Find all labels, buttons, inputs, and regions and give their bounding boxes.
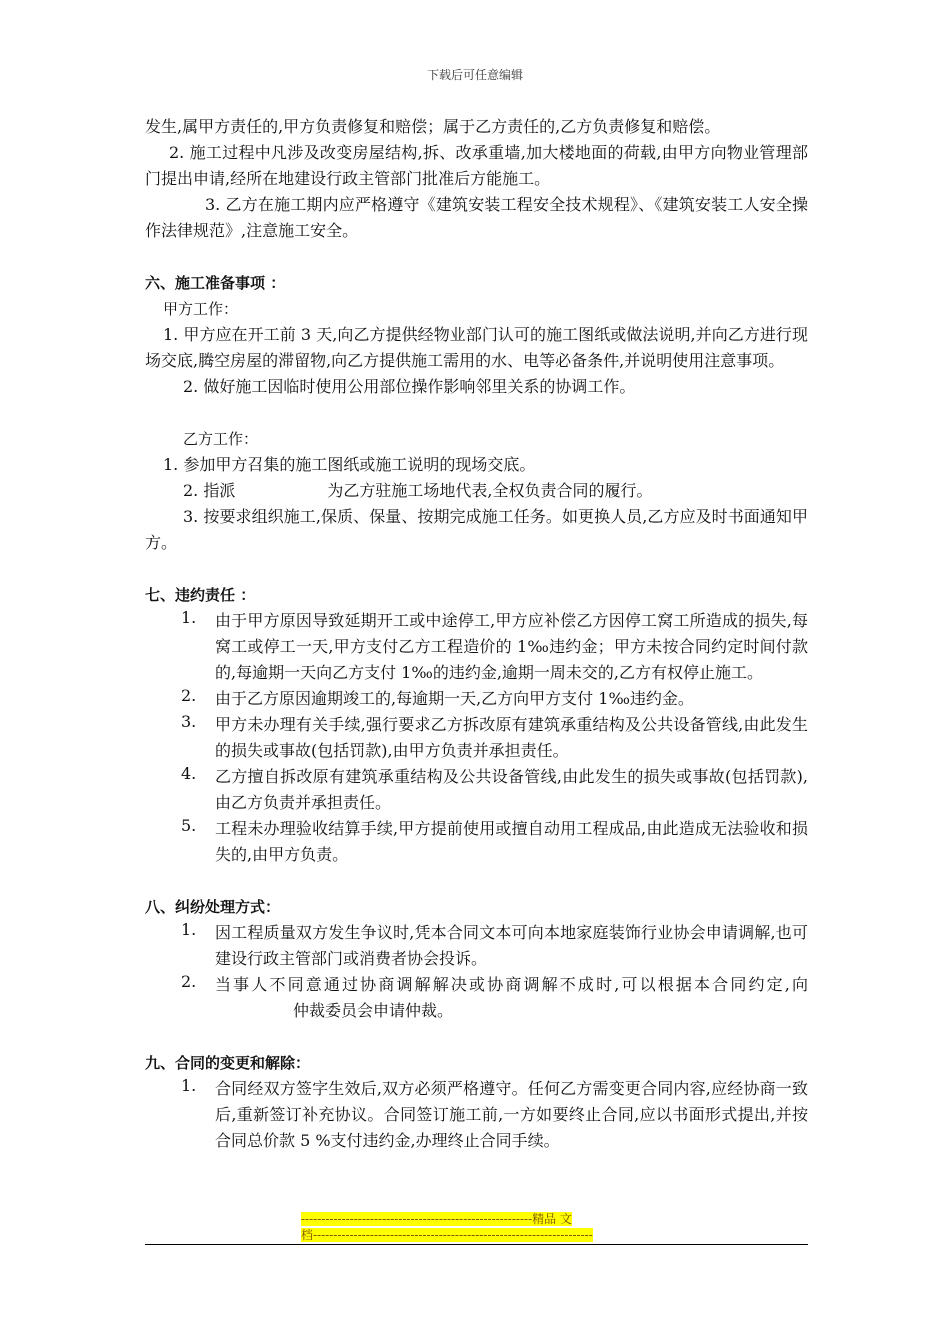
footer-watermark: [301, 1211, 651, 1243]
section-title: 六、施工准备事项 ：: [145, 274, 286, 292]
paragraph: 2. 施工过程中凡涉及改变房屋结构,拆、改承重墙,加大楼地面的荷载,由甲方向物业管理部门提出申请,经所在地建设行政主管部门批准后方能施工。: [145, 143, 808, 188]
list-item: [145, 816, 808, 868]
list-item: [145, 764, 808, 816]
list-text: 由于甲方原因导致延期开工或中途停工,甲方应补偿乙方因停工窝工所造成的损失,每窝工或停工一天,甲方支付乙方工程造价的 1‰违约金；甲方未按合同约定时间付款的,每逾期一天向乙方支付 1‰的违约金,逾期一周未交的,乙方有权停止施工。: [215, 611, 808, 682]
footer-line: [301, 1211, 651, 1227]
footer-text: 档---------------------------------------------------------------------: [301, 1228, 593, 1242]
section-title: 八、纠纷处理方式：: [145, 898, 281, 916]
subsection-title: 乙方工作：: [183, 430, 259, 448]
footer-text: ---------------------------------------------------------精品 文: [301, 1212, 572, 1226]
footer-line: [301, 1227, 651, 1243]
paragraph: 2. 做好施工因临时使用公用部位操作影响邻里关系的协调工作。: [183, 377, 636, 396]
paragraph: 发生,属甲方责任的,甲方负责修复和赔偿；属于乙方责任的,乙方负责修复和赔偿。: [145, 117, 721, 136]
section-title: 七、违约责任 ：: [145, 586, 256, 604]
text: 为乙方驻施工场地代表,全权负责合同的履行。: [327, 481, 653, 500]
list-number: 1.: [181, 608, 197, 627]
paragraph: 3. 按要求组织施工,保质、保量、按期完成施工任务。如更换人员,乙方应及时书面通知甲方。: [145, 507, 808, 552]
list-item: [145, 972, 808, 1024]
list-text: [215, 972, 808, 1024]
page-header: 下载后可任意编辑: [426, 68, 523, 82]
list-text: 因工程质量双方发生争议时,凭本合同文本可向本地家庭装饰行业协会申请调解,也可建设行政主管部门或消费者协会投诉。: [215, 923, 808, 968]
list-text: 由于乙方原因逾期竣工的,每逾期一天,乙方向甲方支付 1‰违约金。: [215, 689, 694, 708]
list-number: 2.: [181, 686, 197, 705]
subsection-title: 甲方工作：: [163, 300, 239, 318]
list-number: 4.: [181, 764, 197, 783]
text: 当事人不同意通过协商调解解决或协商调解不成时,可以根据本合同约定,向: [215, 975, 808, 994]
list-text: 甲方未办理有关手续,强行要求乙方拆改原有建筑承重结构及公共设备管线,由此发生的损失或事故(包括罚款),由甲方负责并承担责任。: [215, 715, 808, 760]
text: 仲裁委员会申请仲裁。: [293, 1001, 454, 1020]
list-number: 3.: [181, 712, 197, 731]
paragraph: 1. 参加甲方召集的施工图纸或施工说明的现场交底。: [163, 455, 536, 474]
document-body: [145, 114, 808, 1154]
list-item: [145, 712, 808, 764]
list-text: 工程未办理验收结算手续,甲方提前使用或擅自动用工程成品,由此造成无法验收和损失的,由甲方负责。: [215, 819, 808, 864]
list-text: 乙方擅自拆改原有建筑承重结构及公共设备管线,由此发生的损失或事故(包括罚款),由乙方负责并承担责任。: [215, 767, 808, 812]
list-number: 5.: [181, 816, 197, 835]
list-number: 2.: [181, 972, 197, 991]
list-item: [145, 608, 808, 686]
list-number: 1.: [181, 1076, 197, 1095]
list-item: [145, 686, 808, 712]
paragraph: [145, 478, 808, 504]
list-number: 1.: [181, 920, 197, 939]
list-text: 合同经双方签字生效后,双方必须严格遵守。任何乙方需变更合同内容,应经协商一致后,重新签订补充协议。合同签订施工前,一方如要终止合同,应以书面形式提出,并按合同总价款 5 %支付违约金,办理终止合同手续。: [215, 1079, 808, 1150]
footer-divider: [145, 1244, 808, 1245]
list-item: [145, 920, 808, 972]
list-item: [145, 1076, 808, 1154]
paragraph: 1. 甲方应在开工前 3 天,向乙方提供经物业部门认可的施工图纸或做法说明,并向乙方进行现场交底,腾空房屋的滞留物,向乙方提供施工需用的水、电等必备条件,并说明使用注意事项。: [145, 325, 808, 370]
text: 2. 指派: [183, 481, 236, 500]
paragraph: 3. 乙方在施工期内应严格遵守《建筑安装工程安全技术规程》、《建筑安装工人安全操作法律规范》,注意施工安全。: [145, 195, 808, 240]
section-title: 九、合同的变更和解除：: [145, 1054, 311, 1072]
